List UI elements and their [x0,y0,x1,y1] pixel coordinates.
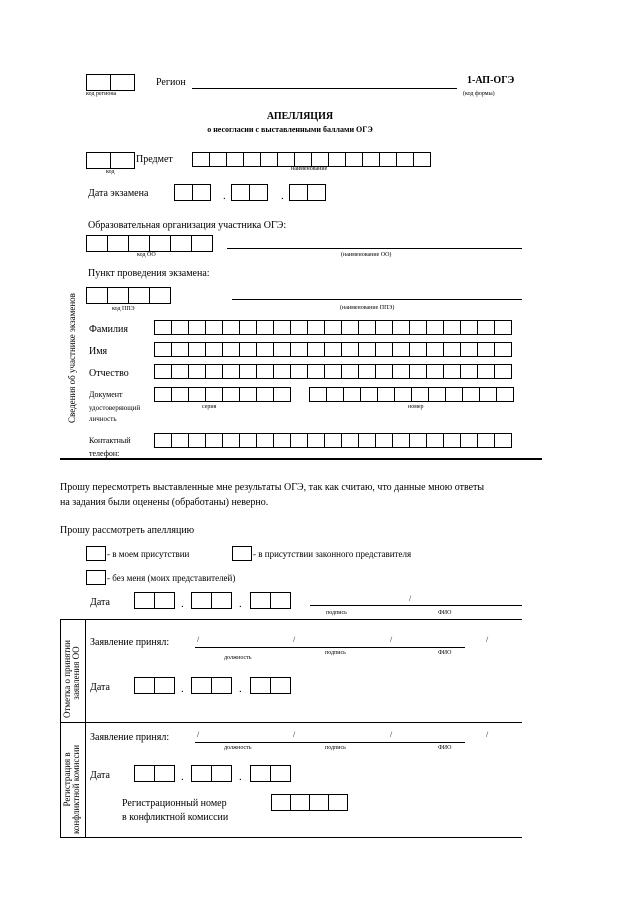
registration-number-cells[interactable] [271,794,347,811]
registration-date-month[interactable] [191,765,231,782]
input-cell[interactable] [328,152,346,167]
input-cell[interactable] [171,433,189,448]
input-cell[interactable] [494,342,512,357]
subject-code-cells[interactable] [86,152,134,169]
input-cell[interactable] [324,342,342,357]
region-label: Регион [156,77,186,88]
input-cell[interactable] [239,320,257,335]
doc-label-3: личность [89,415,117,423]
region-code-caption: код региона [86,91,117,97]
registration-date-day[interactable] [134,765,174,782]
input-cell[interactable] [154,320,172,335]
registration-fio-caption: ФИО [438,745,452,751]
doc-series-cells[interactable] [154,387,290,402]
school-label: Образовательная организация участника ОГЭ: [88,220,287,231]
input-cell[interactable] [171,364,189,379]
input-cell[interactable] [477,342,495,357]
subject-name-cells[interactable] [192,152,430,167]
input-cell[interactable] [409,320,427,335]
input-cell[interactable] [86,235,108,252]
acceptance-date-label: Дата [90,682,110,693]
exam-point-label: Пункт проведения экзамена: [88,268,210,279]
input-cell[interactable] [249,184,268,201]
input-cell[interactable] [86,152,111,169]
input-cell[interactable] [307,184,326,201]
input-cell[interactable] [445,387,463,402]
input-cell[interactable] [270,592,291,609]
doc-label: Документ [89,390,123,399]
input-cell[interactable] [460,320,478,335]
input-cell[interactable] [222,320,240,335]
input-cell[interactable] [496,387,514,402]
school-code-cells[interactable] [86,235,212,252]
registration-side-label-2: конфликтной комиссии [71,744,82,834]
input-cell[interactable] [428,387,446,402]
phone-label-2: телефон: [89,449,120,458]
input-cell[interactable] [211,592,232,609]
registration-signature-line[interactable] [195,742,465,743]
input-cell[interactable] [171,342,189,357]
name-cells[interactable] [154,342,511,357]
consider-date-label: Дата [90,597,110,608]
input-cell[interactable] [328,794,348,811]
input-cell[interactable] [426,320,444,335]
table-inner-border [85,619,86,837]
input-cell[interactable] [290,364,308,379]
input-cell[interactable] [86,287,108,304]
input-cell[interactable] [192,152,210,167]
input-cell[interactable] [205,364,223,379]
option-present-label: - в моем присутствии [107,549,190,559]
table-top-border [60,619,522,620]
input-cell[interactable] [341,342,359,357]
date-separator: . [181,771,184,783]
input-cell[interactable] [307,433,325,448]
phone-label: Контактный [89,436,131,445]
input-cell[interactable] [273,342,291,357]
input-cell[interactable] [271,794,291,811]
input-cell[interactable] [462,387,480,402]
input-cell[interactable] [239,342,257,357]
consider-signature-line[interactable] [310,605,522,606]
checkbox-present[interactable] [86,546,106,561]
input-cell[interactable] [443,342,461,357]
slash: / [197,635,200,644]
subject-name-caption: наименование [291,166,328,172]
patronymic-label: Отчество [89,368,129,379]
input-cell[interactable] [192,184,211,201]
registration-side-label [63,745,82,834]
registration-date-year[interactable] [250,765,290,782]
input-cell[interactable] [443,320,461,335]
input-cell[interactable] [250,765,271,782]
acceptance-accepted-label: Заявление принял: [90,637,170,648]
input-cell[interactable] [477,320,495,335]
input-cell[interactable] [256,387,274,402]
input-cell[interactable] [494,320,512,335]
input-cell[interactable] [358,364,376,379]
exam-point-name-line[interactable] [232,299,522,300]
input-cell[interactable] [394,387,412,402]
input-cell[interactable] [239,433,257,448]
surname-cells[interactable] [154,320,511,335]
subject-label: Предмет [136,154,173,165]
input-cell[interactable] [479,387,497,402]
input-cell[interactable] [222,342,240,357]
input-cell[interactable] [326,387,344,402]
input-cell[interactable] [426,342,444,357]
input-cell[interactable] [134,765,155,782]
registration-signature-caption: подпись [325,745,346,751]
input-cell[interactable] [289,184,308,201]
input-cell[interactable] [191,677,212,694]
date-separator: . [281,190,284,202]
input-cell[interactable] [375,342,393,357]
slash: / [390,730,393,739]
input-cell[interactable] [341,433,359,448]
school-name-caption: (наименование ОО) [341,252,392,258]
input-cell[interactable] [392,364,410,379]
input-cell[interactable] [110,152,135,169]
slash: / [293,730,296,739]
input-cell[interactable] [307,364,325,379]
input-cell[interactable] [309,794,329,811]
section-divider [60,458,542,460]
acceptance-fio-caption: ФИО [438,650,452,656]
input-cell[interactable] [154,433,172,448]
slash: / [197,730,200,739]
input-cell[interactable] [324,364,342,379]
exam-date-label: Дата экзамена [88,188,149,199]
input-cell[interactable] [250,592,271,609]
acceptance-side-label [63,640,82,718]
input-cell[interactable] [426,364,444,379]
acceptance-signature-line[interactable] [195,647,465,648]
input-cell[interactable] [149,235,171,252]
date-separator: . [239,771,242,783]
input-cell[interactable] [273,364,291,379]
input-cell[interactable] [107,235,129,252]
input-cell[interactable] [290,342,308,357]
consider-date-year[interactable] [250,592,290,609]
input-cell[interactable] [154,765,175,782]
input-cell[interactable] [171,320,189,335]
input-cell[interactable] [191,765,212,782]
input-cell[interactable] [443,433,461,448]
input-cell[interactable] [343,387,361,402]
input-cell[interactable] [188,387,206,402]
input-cell[interactable] [250,677,271,694]
input-cell[interactable] [307,320,325,335]
table-bottom-border [60,837,522,838]
input-cell[interactable] [191,235,213,252]
input-cell[interactable] [256,364,274,379]
input-cell[interactable] [494,364,512,379]
input-cell[interactable] [205,387,223,402]
input-cell[interactable] [341,364,359,379]
input-cell[interactable] [170,235,192,252]
input-cell[interactable] [477,433,495,448]
input-cell[interactable] [494,433,512,448]
input-cell[interactable] [226,152,244,167]
input-cell[interactable] [260,152,278,167]
input-cell[interactable] [154,342,172,357]
consider-fio-caption: ФИО [438,610,452,616]
date-separator: . [239,683,242,695]
input-cell[interactable] [409,342,427,357]
page-title: АПЕЛЛЯЦИЯ [266,111,334,122]
input-cell[interactable] [209,152,227,167]
input-cell[interactable] [211,765,232,782]
input-cell[interactable] [171,387,189,402]
input-cell[interactable] [392,433,410,448]
consider-date-month[interactable] [191,592,231,609]
input-cell[interactable] [188,433,206,448]
slash: / [486,730,489,739]
slash: / [390,635,393,644]
input-cell[interactable] [379,152,397,167]
acceptance-date-year[interactable] [250,677,290,694]
region-line[interactable] [192,88,457,89]
input-cell[interactable] [358,433,376,448]
form-code-caption: (код формы) [463,91,495,97]
input-cell[interactable] [277,152,295,167]
acceptance-position-caption: должность [224,655,252,661]
doc-number-cells[interactable] [309,387,513,402]
table-left-border [60,619,61,837]
input-cell[interactable] [294,152,312,167]
input-cell[interactable] [188,342,206,357]
exam-point-code-caption: код ППЭ [112,306,135,312]
input-cell[interactable] [375,364,393,379]
date-separator: . [181,598,184,610]
input-cell[interactable] [426,433,444,448]
school-code-caption: код ОО [137,252,156,258]
input-cell[interactable] [128,235,150,252]
registration-number-label: Регистрационный номер [122,798,227,809]
input-cell[interactable] [154,677,175,694]
input-cell[interactable] [443,364,461,379]
request-text-2: на задания были оценены (обработаны) неверно. [60,497,269,508]
input-cell[interactable] [149,287,171,304]
date-separator: . [223,190,226,202]
input-cell[interactable] [358,342,376,357]
slash: / [293,635,296,644]
exam-point-code-cells[interactable] [86,287,170,304]
input-cell[interactable] [270,765,291,782]
page-subtitle: о несогласии с выставленными баллами ОГЭ [207,125,373,134]
checkbox-representative[interactable] [232,546,252,561]
input-cell[interactable] [392,342,410,357]
input-cell[interactable] [205,320,223,335]
input-cell[interactable] [134,677,155,694]
input-cell[interactable] [362,152,380,167]
participant-side-label: Сведения об участнике экзаменов [67,293,77,423]
doc-series-caption: серия [202,404,217,410]
input-cell[interactable] [290,433,308,448]
input-cell[interactable] [239,364,257,379]
input-cell[interactable] [222,387,240,402]
input-cell[interactable] [154,387,172,402]
input-cell[interactable] [460,433,478,448]
input-cell[interactable] [154,364,172,379]
acceptance-side-label-2: заявления ОО [71,646,82,700]
input-cell[interactable] [243,152,261,167]
input-cell[interactable] [375,320,393,335]
input-cell[interactable] [134,592,155,609]
input-cell[interactable] [392,320,410,335]
doc-number-caption: номер [408,404,424,410]
exam-date-day[interactable] [174,184,210,201]
input-cell[interactable] [128,287,150,304]
registration-number-label-2: в конфликтной комиссии [122,812,229,823]
input-cell[interactable] [273,433,291,448]
acceptance-side-label-1: Отметка о принятии [62,640,72,718]
option-representative-label: - в присутствии законного представителя [253,549,412,559]
input-cell[interactable] [273,387,291,402]
registration-side-label-1: Регистрация в [62,752,72,807]
doc-label-2: удостоверяющий [89,404,141,412]
exam-date-year[interactable] [289,184,325,201]
input-cell[interactable] [460,364,478,379]
registration-date-label: Дата [90,770,110,781]
exam-point-name-caption: (наименование ППЭ) [340,305,395,311]
input-cell[interactable] [256,342,274,357]
request-text-1: Прошу пересмотреть выставленные мне результаты ОГЭ, так как считаю, что данные мною ответы [60,482,485,493]
slash: / [409,594,412,603]
input-cell[interactable] [154,592,175,609]
acceptance-date-day[interactable] [134,677,174,694]
input-cell[interactable] [375,433,393,448]
input-cell[interactable] [324,320,342,335]
exam-date-month[interactable] [231,184,267,201]
input-cell[interactable] [409,433,427,448]
date-separator: . [181,683,184,695]
form-code: 1-АП-ОГЭ [467,75,515,86]
input-cell[interactable] [311,152,329,167]
acceptance-date-month[interactable] [191,677,231,694]
input-cell[interactable] [211,677,232,694]
phone-cells[interactable] [154,433,511,448]
input-cell[interactable] [377,387,395,402]
input-cell[interactable] [358,320,376,335]
table-middle-border [60,722,522,723]
input-cell[interactable] [290,320,308,335]
input-cell[interactable] [477,364,495,379]
input-cell[interactable] [205,342,223,357]
school-name-line[interactable] [227,248,522,249]
input-cell[interactable] [309,387,327,402]
input-cell[interactable] [324,433,342,448]
input-cell[interactable] [270,677,291,694]
consider-date-day[interactable] [134,592,174,609]
surname-label: Фамилия [89,324,128,335]
input-cell[interactable] [411,387,429,402]
input-cell[interactable] [307,342,325,357]
input-cell[interactable] [231,184,250,201]
input-cell[interactable] [290,794,310,811]
name-label: Имя [89,346,108,357]
consider-label: Прошу рассмотреть апелляцию [60,525,195,536]
input-cell[interactable] [191,592,212,609]
acceptance-signature-caption: подпись [325,650,346,656]
input-cell[interactable] [256,320,274,335]
input-cell[interactable] [341,320,359,335]
checkbox-absent[interactable] [86,570,106,585]
subject-code-caption: код [106,169,115,175]
region-code-cells[interactable] [86,74,134,91]
input-cell[interactable] [239,387,257,402]
patronymic-cells[interactable] [154,364,511,379]
input-cell[interactable] [188,364,206,379]
input-cell[interactable] [273,320,291,335]
input-cell[interactable] [107,287,129,304]
consider-signature-caption: подпись [326,610,347,616]
input-cell[interactable] [360,387,378,402]
input-cell[interactable] [222,364,240,379]
input-cell[interactable] [205,433,223,448]
input-cell[interactable] [188,320,206,335]
input-cell[interactable] [345,152,363,167]
input-cell[interactable] [409,364,427,379]
input-cell[interactable] [460,342,478,357]
input-cell[interactable] [413,152,431,167]
input-cell[interactable] [396,152,414,167]
input-cell[interactable] [222,433,240,448]
slash: / [486,635,489,644]
registration-accepted-label: Заявление принял: [90,732,170,743]
date-separator: . [239,598,242,610]
input-cell[interactable] [174,184,193,201]
option-absent-label: - без меня (моих представителей) [107,573,236,583]
input-cell[interactable] [110,74,135,91]
input-cell[interactable] [256,433,274,448]
input-cell[interactable] [86,74,111,91]
registration-position-caption: должность [224,745,252,751]
